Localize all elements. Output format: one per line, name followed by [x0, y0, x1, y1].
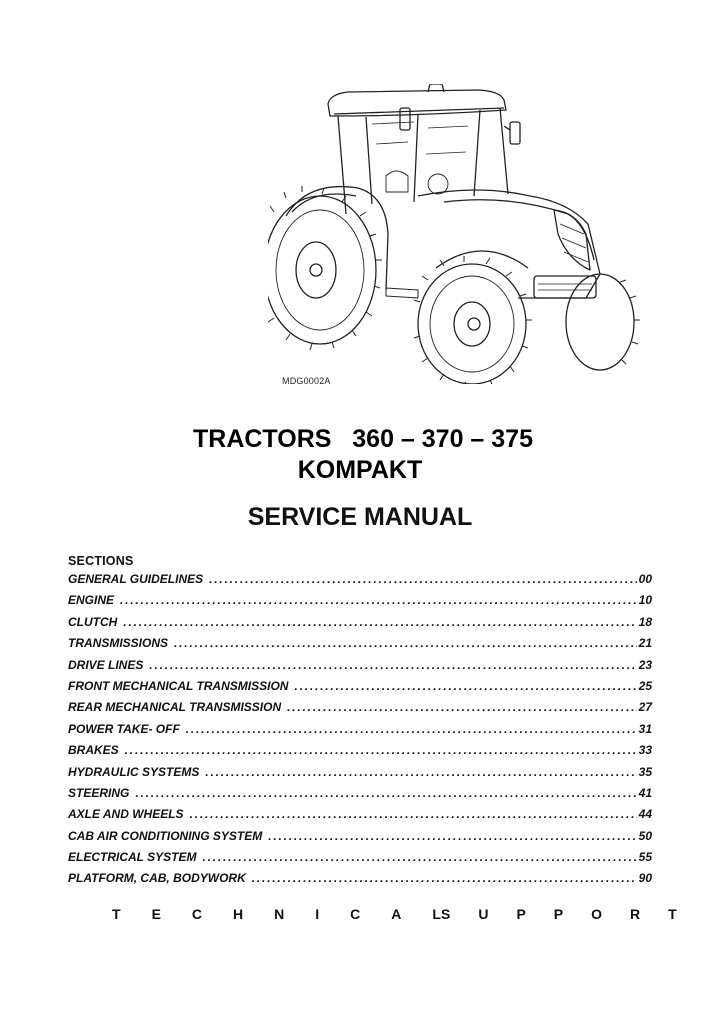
toc-page: 10: [638, 593, 652, 608]
toc-row[interactable]: [68, 658, 652, 679]
toc-page: 55: [638, 850, 652, 865]
rear-fender: [286, 187, 388, 290]
toc-leader: [174, 636, 637, 650]
toc-page: 18: [638, 614, 652, 629]
toc-page: 21: [638, 636, 652, 651]
toc-page: 25: [638, 678, 652, 693]
footer-letter: E: [151, 906, 161, 922]
toc-row[interactable]: [68, 871, 652, 892]
toc-page: 23: [638, 657, 652, 672]
footer-letter: C: [191, 906, 203, 922]
footer-letter: I: [315, 906, 320, 922]
toc-page: 33: [638, 743, 652, 758]
toc-row[interactable]: [68, 679, 652, 700]
toc-leader: [135, 786, 636, 800]
hood: [418, 190, 600, 298]
toc-row[interactable]: [68, 850, 652, 871]
toc-label: STEERING: [68, 785, 130, 800]
toc-leader: [287, 700, 637, 714]
toc-page: 41: [638, 785, 652, 800]
model-title: TRACTORS 360 – 370 – 375: [193, 425, 533, 453]
toc-page: 35: [638, 764, 652, 779]
toc-label: POWER TAKE- OFF: [68, 721, 180, 736]
footer-letter: R: [630, 906, 641, 922]
front-weights: [534, 276, 596, 298]
toc-row[interactable]: [68, 807, 652, 828]
toc-leader: [190, 807, 637, 821]
toc-label: CLUTCH: [68, 614, 118, 629]
footer-letter: H: [233, 906, 244, 922]
footer-letter: O: [591, 906, 603, 922]
toc-row[interactable]: [68, 786, 652, 807]
toc-label: ELECTRICAL SYSTEM: [68, 850, 197, 865]
footer-technical-support: [112, 906, 677, 922]
toc-page: 90: [638, 871, 652, 886]
toc-page: 31: [638, 721, 652, 736]
toc-label: PLATFORM, CAB, BODYWORK: [68, 871, 246, 886]
toc-label: BRAKES: [68, 743, 119, 758]
toc-leader: [149, 658, 636, 672]
footer-letter: C: [350, 906, 361, 922]
footer-letter: T: [668, 906, 677, 922]
footer-word-support: [441, 906, 677, 922]
right-mirror: [510, 122, 520, 144]
footer-letter: S: [440, 906, 451, 922]
model-subtitle: KOMPAKT: [297, 456, 423, 484]
toc-row[interactable]: [68, 722, 652, 743]
toc-label: FRONT MECHANICAL TRANSMISSION: [68, 678, 289, 693]
toc-label: AXLE AND WHEELS: [68, 807, 184, 822]
figure-code: MDG0002A: [282, 376, 331, 386]
toc-leader: [209, 572, 637, 586]
toc-label: TRANSMISSIONS: [68, 636, 169, 651]
toc-row[interactable]: [68, 636, 652, 657]
toc-leader: [205, 765, 636, 779]
toc-row[interactable]: [68, 700, 652, 721]
toc-leader: [186, 722, 637, 736]
toc-row[interactable]: [68, 743, 652, 764]
toc-row[interactable]: [68, 829, 652, 850]
toc-label: HYDRAULIC SYSTEMS: [68, 764, 200, 779]
toc-row[interactable]: [68, 765, 652, 786]
footer-word-technical: [112, 906, 441, 922]
toc-label: DRIVE LINES: [68, 657, 144, 672]
toc-row[interactable]: [68, 615, 652, 636]
toc-leader: [294, 679, 636, 693]
footer-letter: A: [391, 906, 402, 922]
toc-page: 27: [638, 700, 652, 715]
toc-label: CAB AIR CONDITIONING SYSTEM: [68, 828, 263, 843]
toc-leader: [268, 829, 636, 843]
toc-leader: [252, 871, 637, 885]
toc-leader: [202, 850, 636, 864]
toc-page: 44: [638, 807, 652, 822]
toc-label: GENERAL GUIDELINES: [68, 572, 204, 586]
front-wheel: [414, 256, 532, 384]
rear-wheel: [268, 186, 382, 350]
toc-label: REAR MECHANICAL TRANSMISSION: [68, 700, 282, 715]
toc-label: ENGINE: [68, 593, 115, 608]
toc-row[interactable]: [68, 593, 652, 614]
toc-leader: [125, 743, 637, 757]
footer-letter: T: [112, 906, 121, 922]
footer-letter: U: [478, 906, 489, 922]
title-block: [0, 424, 720, 533]
toc-row[interactable]: [68, 572, 652, 593]
toc-leader: [120, 593, 637, 607]
tractor-illustration: [268, 84, 648, 384]
footer-letter: L: [432, 906, 441, 922]
footer-letter: P: [553, 906, 564, 922]
manual-title: SERVICE MANUAL: [247, 503, 473, 531]
sections-heading: SECTIONS: [68, 554, 134, 568]
toc-leader: [123, 615, 636, 629]
footer-letter: N: [274, 906, 285, 922]
toc-page: 50: [638, 828, 652, 843]
table-of-contents: [68, 572, 652, 893]
far-front-wheel: [566, 274, 640, 370]
toc-page: 00: [638, 572, 652, 586]
footer-letter: P: [516, 906, 526, 922]
